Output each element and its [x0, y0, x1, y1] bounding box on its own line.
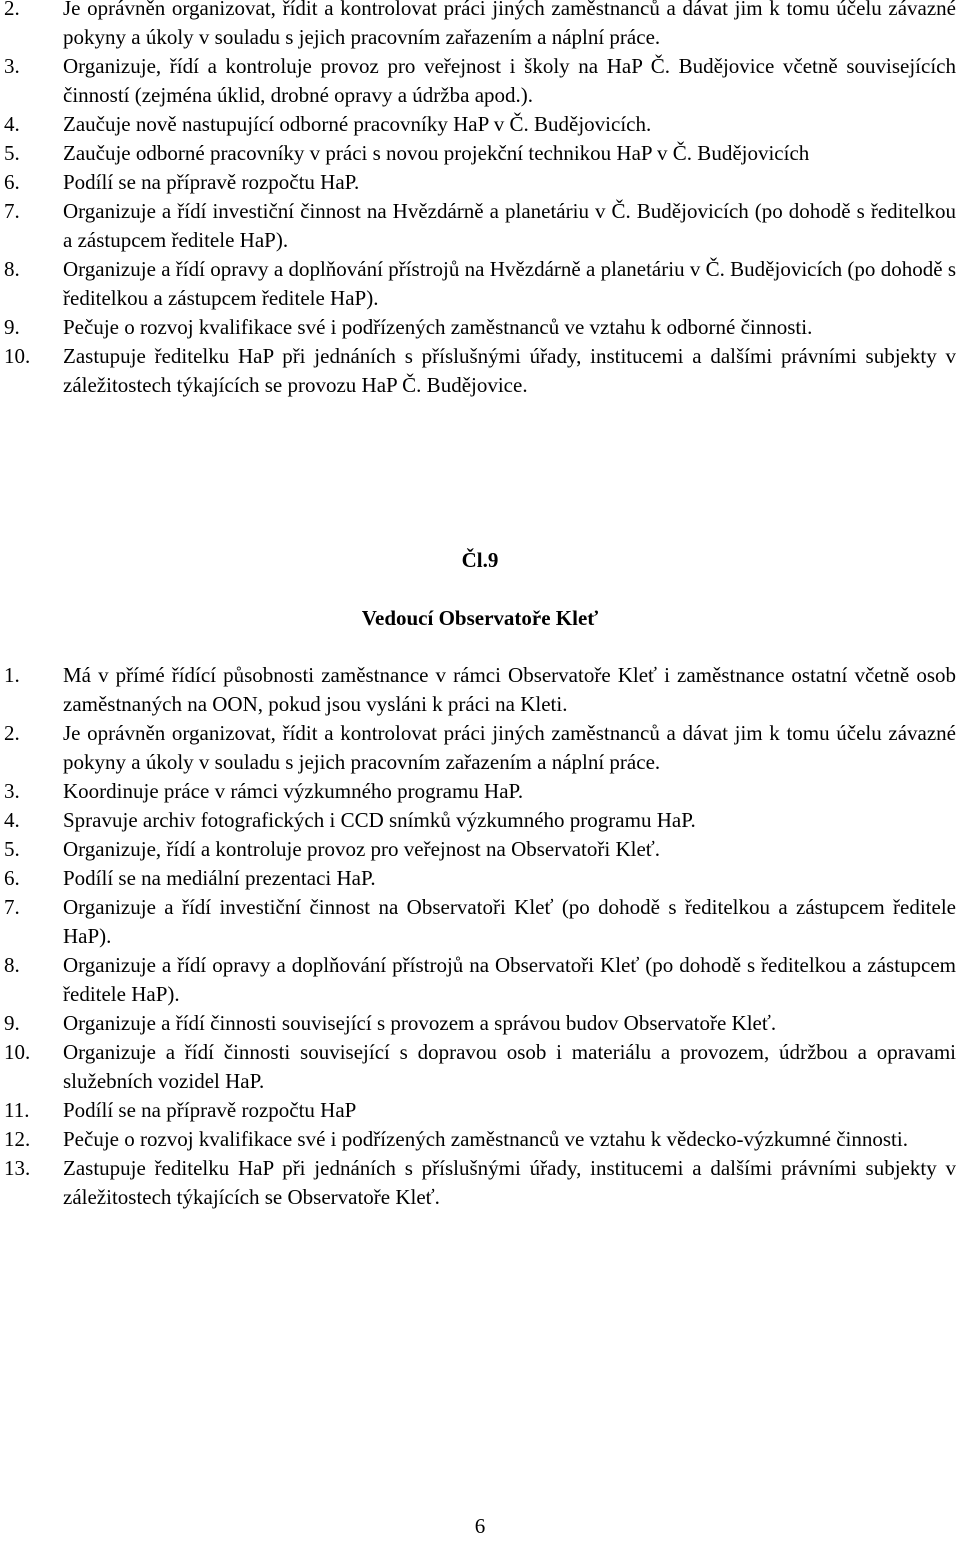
- list-item: [0, 835, 960, 864]
- list-item: [0, 1125, 960, 1154]
- item-number: 10.: [4, 1040, 31, 1064]
- item-number: 2.: [4, 721, 20, 745]
- item-text: Má v přímé řídící působnosti zaměstnance v rámci Observatoře Kleť i zaměstnance ostatní včetně osob zaměstnaných na OON, pokud jsou vysláni k práci na Kleti.: [63, 663, 956, 716]
- list-item: [0, 893, 960, 951]
- list-item: [0, 139, 960, 168]
- item-text: Je oprávněn organizovat, řídit a kontrolovat práci jiných zaměstnanců a dávat jim k tomu účelu závazné pokyny a úkoly v souladu s jejich pracovním zařazením a náplní práce.: [63, 721, 956, 774]
- item-text: Zaučuje nově nastupující odborné pracovníky HaP v Č. Budějovicích.: [63, 112, 652, 136]
- item-number: 5.: [4, 141, 20, 165]
- item-number: 8.: [4, 257, 20, 281]
- list-item: [0, 951, 960, 1009]
- item-number: 4.: [4, 112, 20, 136]
- item-number: 2.: [4, 0, 20, 20]
- item-number: 12.: [4, 1127, 31, 1151]
- item-number: 10.: [4, 344, 31, 368]
- list-item: [0, 168, 960, 197]
- item-number: 9.: [4, 315, 20, 339]
- item-text: Organizuje, řídí a kontroluje provoz pro veřejnost na Observatoři Kleť.: [63, 837, 660, 861]
- page-number: 6: [474, 1514, 486, 1538]
- list-item: [0, 0, 960, 52]
- item-text: Zastupuje ředitelku HaP při jednáních s příslušnými úřady, institucemi a dalšími právními subjekty v záležitostech týkajících se provozu HaP Č. Budějovice.: [63, 344, 956, 397]
- list-item: [0, 313, 960, 342]
- list-item: [0, 52, 960, 110]
- list-item: [0, 864, 960, 893]
- item-number: 5.: [4, 837, 20, 861]
- article-title: Vedoucí Observatoře Kleť: [361, 606, 599, 630]
- item-text: Organizuje a řídí opravy a doplňování přístrojů na Hvězdárně a planetáriu v Č. Budějovicích (po dohodě s ředitelkou a zástupcem ředitele HaP).: [63, 257, 956, 310]
- item-number: 4.: [4, 808, 20, 832]
- item-text: Organizuje, řídí a kontroluje provoz pro veřejnost i školy na HaP Č. Budějovice včetně souvisejících činností (zejména úklid, drobné opravy a údržba apod.).: [63, 54, 956, 107]
- list-item: [0, 1154, 960, 1212]
- item-number: 13.: [4, 1156, 31, 1180]
- item-text: Pečuje o rozvoj kvalifikace své i podřízených zaměstnanců ve vztahu k odborné činnosti.: [63, 315, 813, 339]
- list-item: [0, 1009, 960, 1038]
- item-text: Organizuje a řídí činnosti související s dopravou osob i materiálu a provozem, údržbou a opravami služebních vozidel HaP.: [63, 1040, 956, 1093]
- list-item: [0, 342, 960, 400]
- list-item: [0, 110, 960, 139]
- item-text: Organizuje a řídí opravy a doplňování přístrojů na Observatoři Kleť (po dohodě s ředitelkou a zástupcem ředitele HaP).: [63, 953, 956, 1006]
- item-text: Je oprávněn organizovat, řídit a kontrolovat práci jiných zaměstnanců a dávat jim k tomu účelu závazné pokyny a úkoly v souladu s jejich pracovním zařazením a náplní práce.: [63, 0, 956, 49]
- item-text: Spravuje archiv fotografických i CCD snímků výzkumného programu HaP.: [63, 808, 696, 832]
- item-text: Organizuje a řídí činnosti související s provozem a správou budov Observatoře Kleť.: [63, 1011, 777, 1035]
- item-number: 8.: [4, 953, 20, 977]
- list-item: [0, 197, 960, 255]
- duties-list-previous-section: [0, 0, 960, 400]
- item-text: Organizuje a řídí investiční činnost na Observatoři Kleť (po dohodě s ředitelkou a zástupcem ředitele HaP).: [63, 895, 956, 948]
- item-number: 6.: [4, 866, 20, 890]
- list-item: [0, 1038, 960, 1096]
- list-item: [0, 806, 960, 835]
- item-text: Zaučuje odborné pracovníky v práci s novou projekční technikou HaP v Č. Budějovicích: [63, 141, 810, 165]
- list-item: [0, 255, 960, 313]
- item-number: 3.: [4, 54, 20, 78]
- item-number: 3.: [4, 779, 20, 803]
- item-number: 7.: [4, 895, 20, 919]
- item-number: 6.: [4, 170, 20, 194]
- item-number: 7.: [4, 199, 20, 223]
- item-text: Podílí se na mediální prezentaci HaP.: [63, 866, 376, 890]
- item-text: Podílí se na přípravě rozpočtu HaP.: [63, 170, 360, 194]
- item-number: 9.: [4, 1011, 20, 1035]
- item-text: Zastupuje ředitelku HaP při jednáních s příslušnými úřady, institucemi a dalšími právními subjekty v záležitostech týkajících se Observatoře Kleť.: [63, 1156, 956, 1209]
- item-number: 11.: [4, 1098, 30, 1122]
- list-item: [0, 1096, 960, 1125]
- item-text: Pečuje o rozvoj kvalifikace své i podřízených zaměstnanců ve vztahu k vědecko-výzkumné činnosti.: [63, 1127, 908, 1151]
- list-item: [0, 719, 960, 777]
- item-number: 1.: [4, 663, 20, 687]
- duties-list-observatory-klet: [0, 661, 960, 1212]
- item-text: Organizuje a řídí investiční činnost na Hvězdárně a planetáriu v Č. Budějovicích (po dohodě s ředitelkou a zástupcem ředitele HaP).: [63, 199, 956, 252]
- list-item: [0, 661, 960, 719]
- article-number: Čl.9: [461, 548, 499, 572]
- item-text: Koordinuje práce v rámci výzkumného programu HaP.: [63, 779, 524, 803]
- item-text: Podílí se na přípravě rozpočtu HaP: [63, 1098, 357, 1122]
- list-item: [0, 777, 960, 806]
